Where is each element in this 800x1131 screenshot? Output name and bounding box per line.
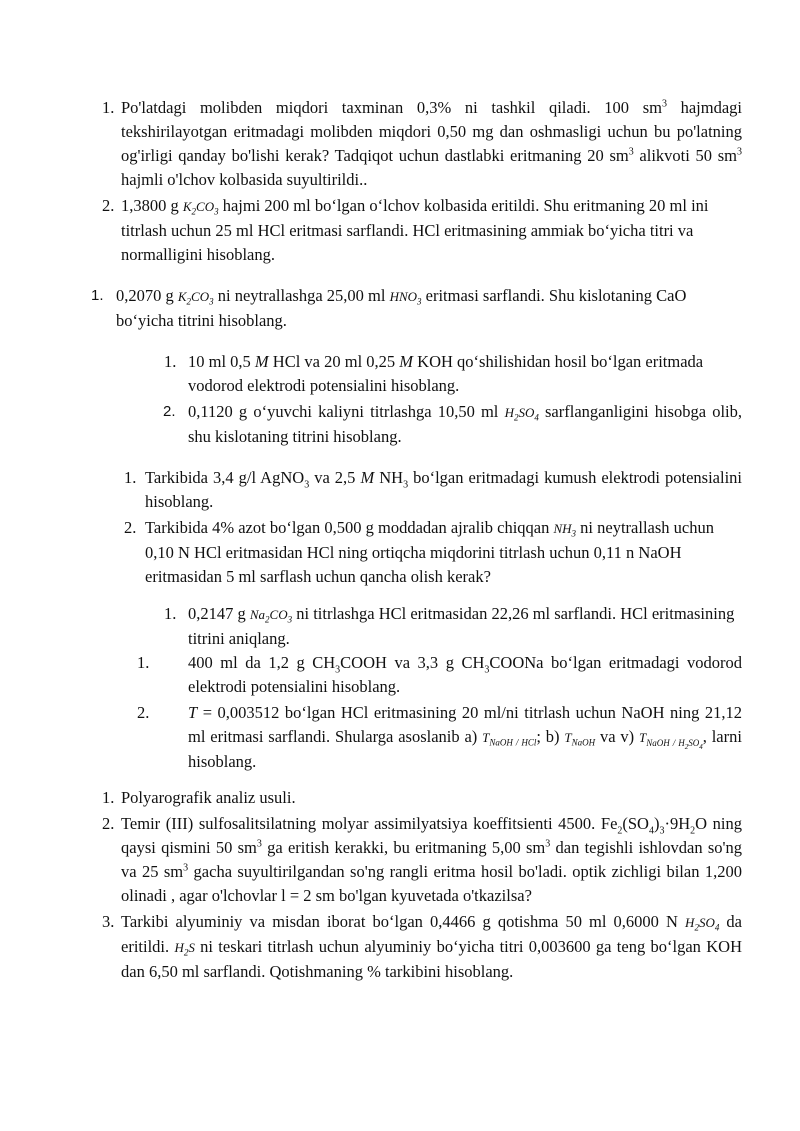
problem-group-3 <box>163 350 742 449</box>
problem-3-2: 2. 0,1120 g o‘yuvchi kaliyni titrlashga 10,50 ml $H_2SO_4$ sarflanganligini hisobga olib, shu kislotaning titrini hisoblang. <box>163 402 742 446</box>
problem-6-2: 2. Temir (III) sulfosalitsilatning molyar assimilyatsiya koeffitsienti 4500. $Fe_2(SO_4)_3\cdot 9H_2O$ ning qaysi qismini 50 $sm^3$ ga eritish kerakki, bu eritmaning 5,00 $sm^3$ dan tegishli ishlovdan so'ng va 25 $sm^3$ gacha suyultirilgandan so'ng rangli eritma hosil bo'ladi. optik zichligi bilan 1,200 olinadi , agar o'lchovlar l = 2 sm bo'lgan kyuvetada o'tkazilsa? <box>102 814 743 905</box>
problem-5-3: 2. T = 0,003512 bo‘lgan HCl eritmasining 20 ml/ni titrlash uchun NaOH ning 21,12 ml eritmasi sarflandi. Shularga asoslanib a) $T_{NaOH / HCl}$; b) $T_{NaOH}$ va v) $T_{NaOH / H_2SO_4}$, larni hisoblang. <box>137 703 742 771</box>
item-number: 1. <box>164 604 177 623</box>
item-number: 2. <box>137 703 150 722</box>
problem-group-4 <box>124 466 743 589</box>
formula-h2so4: $H_2SO_4$ <box>504 405 539 423</box>
problem-4-2: 2. Tarkibida 4% azot bo‘lgan 0,500 g moddadan ajralib chiqqan $NH_3$ ni neytrallash uchun 0,10 N HCl eritmasidan HCl ning ortiqcha miqdorini titrlash uchun 0,11 n NaOH eritmasidan 5 ml sarflash uchun qancha olish kerak? <box>124 518 714 586</box>
item-number: 1. <box>164 352 177 371</box>
formula-h2s: $H_2S$ <box>174 940 195 958</box>
formula-k2co3: $K_2CO_3$ <box>177 289 214 307</box>
problem-6-1: 1. Polyarografik analiz usuli. <box>121 786 742 810</box>
formula-h2so4: $H_2SO_4$ <box>685 915 720 933</box>
item-number: 2. <box>124 518 137 537</box>
problem-5-1: 1. 0,2147 g $Na_2CO_3$ ni titrlashga HCl eritmasidan 22,26 ml sarflandi. HCl eritmasining titrini aniqlang. <box>164 604 735 648</box>
problem-5-2: 1. 400 ml da 1,2 g $CH_3COOH$ va 3,3 g $CH_3COONa$ bo‘lgan eritmadagi vodorod elektrodi potensialini hisoblang. <box>137 653 743 696</box>
item-number: 3. <box>102 912 115 931</box>
item-number: 1. <box>102 788 115 807</box>
formula-na2co3: $Na_2CO_3$ <box>249 607 293 625</box>
formula-t-naoh-h2so4: $T_{NaOH / H_2SO_4}$ <box>639 730 703 751</box>
formula-t-naoh: $T_{NaOH}$ <box>564 730 596 748</box>
problem-group-2 <box>91 284 742 333</box>
problem-group-5 <box>137 602 743 774</box>
problem-6-3: 3. Tarkibi alyuminiy va misdan iborat bo‘lgan 0,4466 g qotishma 50 ml 0,6000 N $H_2SO_4$ da eritildi. $H_2S$ ni teskari titrlash uchun alyuminiy bo‘yicha titri 0,003600 ga teng bo‘lgan KOH dan 6,50 ml sarflandi. Qotishmaning % tarkibini hisoblang. <box>102 912 742 981</box>
item-number: 2. <box>102 196 115 215</box>
problem-group-6 <box>102 786 743 984</box>
formula-t-naoh-hcl: $T_{NaOH / HCl}$ <box>482 730 537 748</box>
problem-group-1 <box>102 96 742 267</box>
formula-nh3: $NH_3$ <box>553 521 577 539</box>
formula-k2co3: $K_2CO_3$ <box>182 199 219 217</box>
problem-1-2: 2. 1,3800 g $K_2CO_3$ hajmi 200 ml bo‘lgan o‘lchov kolbasida eritildi. Shu eritmaning 20 ml ini titrlash uchun 25 ml HCl eritmasi sarflandi. HCl eritmasining ammiak bo‘yicha titri va normalligini hisoblang. <box>102 196 709 264</box>
problem-2-1: 1. 0,2070 g $K_2CO_3$ ni neytrallashga 25,00 ml $HNO_3$ eritmasi sarflandi. Shu kislotaning CaO bo‘yicha titrini hisoblang. <box>91 286 687 330</box>
item-number: 2. <box>163 403 176 420</box>
problem-4-1: 1. Tarkibida 3,4 g/l AgNO$_3$ va 2,5 M $NH_3$ bo‘lgan eritmadagi kumush elektrodi potensialini hisoblang. <box>124 468 743 511</box>
item-number: 2. <box>102 814 115 833</box>
formula-hno3: $HNO_3$ <box>389 289 422 307</box>
item-number: 1. <box>137 653 150 672</box>
problem-3-1: 1. 10 ml 0,5 M HCl va 20 ml 0,25 M KOH qo‘shilishidan hosil bo‘lgan eritmada vodorod elektrodi potensialini hisoblang. <box>164 352 704 395</box>
problem-1-1: 1. Po'latdagi molibden miqdori taxminan 0,3% ni tashkil qiladi. 100 $sm^3$ hajmdagi tekshirilayotgan eritmadagi molibden miqdori 0,50 mg dan oshmasligi uchun bu po'latning og'irligi qanday bo'lishi kerak? Tadqiqot uchun dastlabki eritmaning 20 $sm^3$ alikvoti 50 $sm^3$ hajmli o'lchov kolbasida suyultirildi.. <box>102 98 742 189</box>
item-number: 1. <box>91 287 104 304</box>
item-number: 1. <box>124 468 137 487</box>
item-number: 1. <box>102 98 115 117</box>
